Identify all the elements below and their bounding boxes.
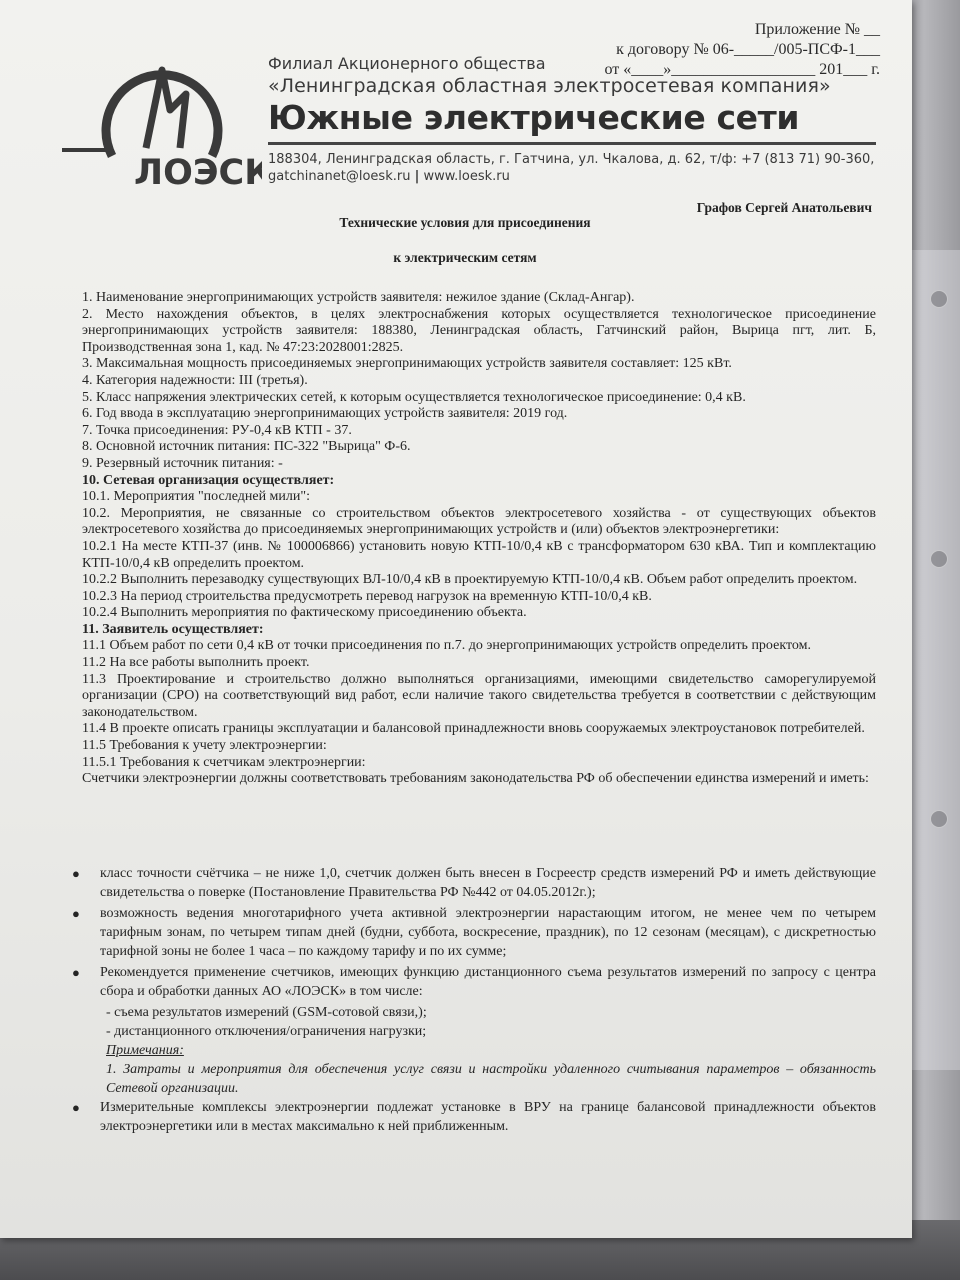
punch-hole — [930, 550, 948, 568]
document-title: Технические условия для присоединения — [339, 215, 591, 230]
condition-item: 2. Место нахождения объектов, в целях электроснабжения которых осуществляется технологическое присоединение энергопринимающих устройств заявителя: 188380, Ленинградская область, Гатчинский район, Вырица пгт, лит. Б, Производственная зона 1, кад. № 47:23:2028001:2825. — [82, 306, 876, 355]
list-item-text: класс точности счётчика – не ниже 1,0, счетчик должен быть внесен в Госреестр средств измерений РФ и иметь действующие свидетельства о поверке (Постановление Правительства РФ №442 от 04.05.2012г.); — [100, 866, 876, 900]
bullet-icon: ● — [72, 906, 80, 921]
company-address: 188304, Ленинградская область, г. Гатчина, ул. Чкалова, д. 62, т/ф: +7 (813 71) 90-360, — [268, 152, 875, 167]
notes-heading: Примечания: — [106, 1043, 184, 1058]
sub-item: - дистанционного отключения/ограничения нагрузки; — [106, 1024, 427, 1039]
company-name: «Ленинградская областная электросетевая компания» — [268, 75, 831, 97]
condition-item: 9. Резервный источник питания: - — [82, 455, 283, 471]
company-website: www.loesk.ru — [423, 169, 510, 184]
condition-item: 7. Точка присоединения: РУ-0,4 кВ КТП - 37. — [82, 422, 352, 438]
condition-item: 3. Максимальная мощность присоединяемых энергопринимающих устройств заявителя составляет: 125 кВт. — [82, 356, 732, 372]
appendix-number: Приложение № __ — [754, 21, 880, 38]
loesk-logo — [62, 44, 262, 194]
notes-text: 1. Затраты и мероприятия для обеспечения услуг связи и настройки удаленного считывания параметров – обязанность Сетевой организации. — [106, 1062, 876, 1096]
applicant-name: Графов Сергей Анатольевич — [696, 200, 872, 215]
condition-item: 11.5 Требования к учету электроэнергии: — [82, 738, 327, 754]
list-item — [72, 904, 876, 961]
condition-item: 6. Год ввода в эксплуатацию энергопринимающих устройств заявителя: 2019 год. — [82, 406, 568, 422]
list-item-text: Рекомендуется применение счетчиков, имеющих функцию дистанционного съема результатов измерений по запросу с центра сбора и обработки данных АО «ЛОЭСК» в том числе: — [100, 965, 876, 999]
letterhead-divider — [268, 142, 876, 145]
list-item — [72, 1098, 876, 1136]
plastic-sleeve — [912, 250, 960, 1070]
condition-item: 11.2 На все работы выполнить проект. — [82, 655, 310, 671]
condition-item: 10.2.4 Выполнить мероприятия по фактическому присоединению объекта. — [82, 605, 527, 621]
condition-item: 10.2.3 На период строительства предусмотреть перевод нагрузок на временную КТП-10/0,4 кВ. — [82, 588, 652, 604]
branch-line: Филиал Акционерного общества — [268, 54, 546, 73]
condition-item: 4. Категория надежности: III (третья). — [82, 372, 308, 388]
condition-item: Счетчики электроэнергии должны соответствовать требованиям законодательства РФ об обеспечении единства измерений и иметь: — [82, 771, 869, 787]
bullet-icon: ● — [72, 866, 80, 881]
list-item — [72, 864, 876, 902]
section-heading — [82, 473, 876, 490]
section-heading — [82, 622, 876, 639]
notes — [72, 1041, 876, 1098]
company-contacts — [268, 168, 888, 185]
condition-item: 10.2.2 Выполнить перезаводку существующих ВЛ-10/0,4 кВ в проектируемую КТП-10/0,4 кВ. Объем работ определить проектом. — [82, 572, 858, 588]
loesk-logo-icon — [62, 44, 262, 194]
condition-item: 10.2.1 На месте КТП-37 (инв. № 100006866) установить новую КТП-10/0,4 кВ с трансформатором 630 кВА. Тип и комплектацию КТП-10/0,4 кВ определить проектом. — [82, 538, 876, 571]
condition-item: 11.4 В проекте описать границы эксплуатации и балансовой принадлежности вновь сооружаемых электроустановок потребителей. — [82, 721, 865, 737]
list-item-text: Измерительные комплексы электроэнергии подлежат установке в ВРУ на границе балансовой принадлежности объектов электроэнергетики или в местах максимально к ней приближенным. — [100, 1100, 876, 1134]
list-item — [72, 963, 876, 1001]
logo-text: ЛОЭСК — [134, 153, 262, 193]
bullet-icon: ● — [72, 965, 80, 980]
condition-item: 11.1 Объем работ по сети 0,4 кВ от точки присоединения по п.7. до энергопринимающих устройств определить проектом. — [82, 638, 811, 654]
list-item-text: возможность ведения многотарифного учета активной электроэнергии нарастающим итогом, не менее чем по четырем тарифным зонам, по четырем типам дней (будни, суббота, воскресение, праздник), по 12 сезонам (месяцам), с дискретностью тарифной зоны не более 1 часа – по каждому тарифу и по их сумме; — [100, 906, 876, 959]
condition-item: 8. Основной источник питания: ПС-322 "Вырица" Ф-6. — [82, 439, 411, 455]
meter-requirements — [72, 864, 876, 1138]
document-subtitle: к электрическим сетям — [393, 250, 537, 265]
condition-item: 5. Класс напряжения электрических сетей, к которым осуществляется технологическое присоединение: 0,4 кВ. — [82, 389, 746, 405]
bullet-icon: ● — [72, 1100, 80, 1115]
condition-item: 11.5.1 Требования к счетчикам электроэнергии: — [82, 754, 366, 770]
branch-name: Южные электрические сети — [268, 98, 800, 137]
section-heading-text: 10. Сетевая организация осуществляет: — [82, 472, 335, 488]
punch-hole — [930, 810, 948, 828]
sub-list — [72, 1003, 876, 1041]
condition-item: 10.2. Мероприятия, не связанные со строительством объектов электросетевого хозяйства - от существующих объектов электросетевого хозяйства до присоединяемых энергопринимающих устройств и (или) объектов электроэнергетики: — [82, 505, 876, 538]
contract-number: к договору № 06-_____/005-ПСФ-1___ — [616, 41, 880, 58]
contract-date: от «____»__________________ 201___ г. — [604, 61, 880, 78]
condition-item: 10.1. Мероприятия "последней мили": — [82, 489, 310, 505]
punch-hole — [930, 290, 948, 308]
condition-item: 11.3 Проектирование и строительство должно выполняться организациями, имеющими свидетельство саморегулируемой организации (СРО) на соответствующий вид работ, если наличие такого свидетельства требуется в соответствии с действующим законодательством. — [82, 671, 876, 720]
section-heading-text: 11. Заявитель осуществляет: — [82, 621, 264, 637]
conditions-list — [82, 290, 876, 788]
sub-item: - съема результатов измерений (GSM-сотовой связи,); — [106, 1005, 427, 1020]
condition-item: 1. Наименование энергопринимающих устройств заявителя: нежилое здание (Склад-Ангар). — [82, 290, 635, 305]
contact-separator: | — [414, 169, 420, 184]
company-email: gatchinanet@loesk.ru — [268, 169, 411, 184]
letterhead — [268, 54, 888, 185]
